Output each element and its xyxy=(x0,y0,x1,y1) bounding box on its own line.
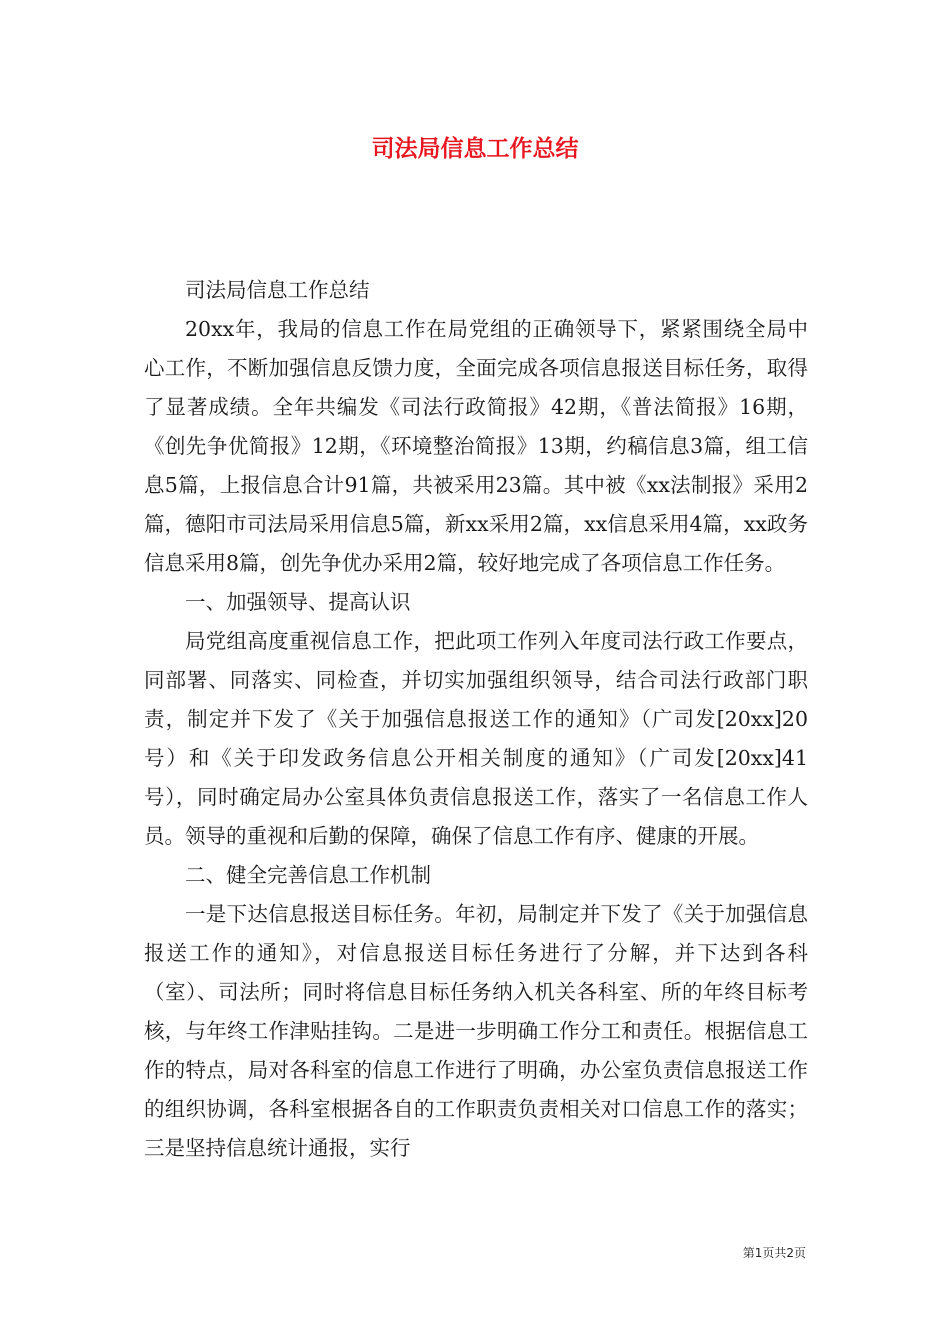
section-heading-2: 二、健全完善信息工作机制 xyxy=(185,863,431,887)
document-body xyxy=(144,271,808,1168)
paragraph-section-2: 一是下达信息报送目标任务。年初，局制定并下发了《关于加强信息报送工作的通知》，对信息报送目标任务进行了分解，并下达到各科（室）、司法所；同时将信息目标任务纳入机关各科室、所的年终目标考核，与年终工作津贴挂钩。二是进一步明确工作分工和责任。根据信息工作的特点，局对各科室的信息工作进行了明确，办公室负责信息报送工作的组织协调，各科室根据各自的工作职责负责相关对口信息工作的落实；三是坚持信息统计通报，实行 xyxy=(144,902,808,1160)
section-heading-1: 一、加强领导、提高认识 xyxy=(185,590,411,614)
page-title: 司法局信息工作总结 xyxy=(371,136,579,162)
paragraph-summary: 20xx年，我局的信息工作在局党组的正确领导下，紧紧围绕全局中心工作，不断加强信息反馈力度，全面完成各项信息报送目标任务，取得了显著成绩。全年共编发《司法行政简报》42期，《普法简报》16期，《创先争优简报》12期，《环境整治简报》13期，约稿信息3篇，组工信息5篇，上报信息合计91篇，共被采用23篇。其中被《xx法制报》采用2篇，德阳市司法局采用信息5篇，新xx采用2篇，xx信息采用4篇，xx政务信息采用8篇，创先争优办采用2篇，较好地完成了各项信息工作任务。 xyxy=(144,317,808,575)
page-number: 第1页共2页 xyxy=(742,1246,806,1260)
paragraph-section-1: 局党组高度重视信息工作，把此项工作列入年度司法行政工作要点，同部署、同落实、同检查，并切实加强组织领导，结合司法行政部门职责，制定并下发了《关于加强信息报送工作的通知》（广司发[20xx]20号）和《关于印发政务信息公开相关制度的通知》（广司发[20xx]41号），同时确定局办公室具体负责信息报送工作，落实了一名信息工作人员。领导的重视和后勤的保障，确保了信息工作有序、健康的开展。 xyxy=(144,629,808,848)
paragraph-heading: 司法局信息工作总结 xyxy=(185,278,370,302)
